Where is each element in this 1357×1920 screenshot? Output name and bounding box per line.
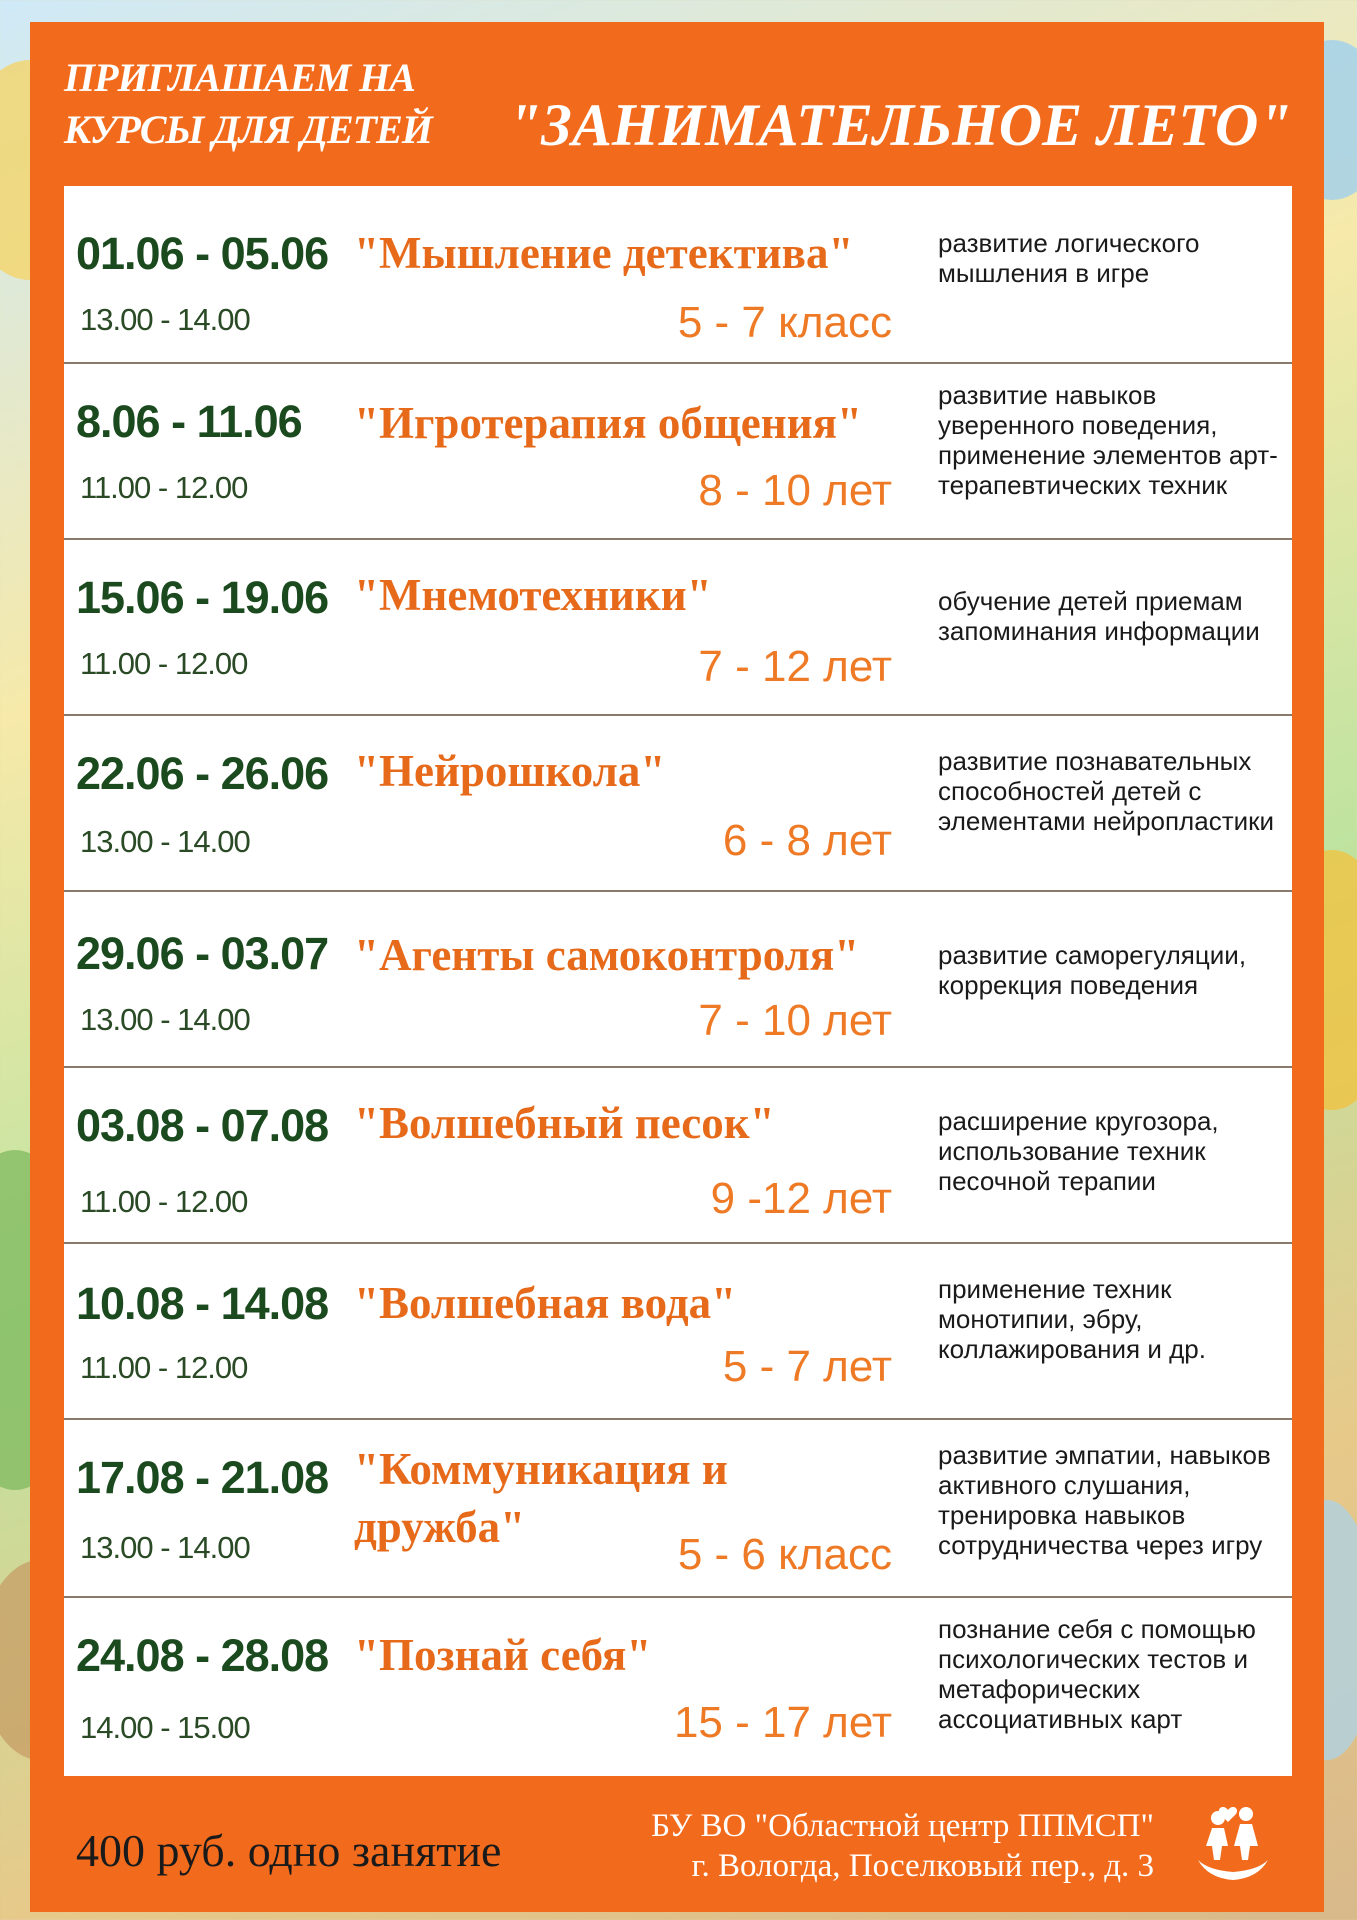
course-age: 7 - 12 лет: [698, 642, 892, 691]
course-time: 14.00 - 15.00: [80, 1710, 250, 1745]
course-age: 6 - 8 лет: [722, 816, 892, 865]
course-name: "Волшебная вода": [354, 1278, 737, 1328]
course-row: [64, 1420, 1292, 1598]
course-age: 8 - 10 лет: [698, 466, 892, 515]
course-description: расширение кругозора, использование техник песочной терапии: [938, 1106, 1219, 1196]
course-row: [64, 1068, 1292, 1244]
course-row: [64, 186, 1292, 364]
course-time: 11.00 - 12.00: [80, 1350, 248, 1385]
course-description: применение техник монотипии, эбру, коллажирования и др.: [938, 1274, 1206, 1364]
course-dates: 17.08 - 21.08: [76, 1452, 329, 1503]
course-age: 7 - 10 лет: [698, 996, 892, 1045]
course-name: "Нейрошкола": [354, 746, 666, 796]
course-dates: 10.08 - 14.08: [76, 1278, 329, 1329]
course-time: 11.00 - 12.00: [80, 1184, 248, 1219]
course-description: развитие эмпатии, навыков активного слушания, тренировка навыков сотрудничества через игру: [938, 1440, 1271, 1560]
course-dates: 01.06 - 05.06: [76, 228, 329, 279]
course-name: "Мнемотехники": [354, 570, 712, 620]
course-age: 5 - 7 класс: [677, 298, 892, 347]
course-description: развитие познавательных способностей детей с элементами нейропластики: [938, 746, 1275, 836]
poster-frame: [30, 22, 1324, 1912]
course-age: 9 -12 лет: [710, 1174, 892, 1223]
course-row: [64, 1598, 1292, 1776]
course-dates: 24.08 - 28.08: [76, 1630, 329, 1681]
course-name: "Волшебный песок": [354, 1098, 775, 1148]
poster-title: "ЗАНИМАТЕЛЬНОЕ ЛЕТО": [508, 92, 1292, 158]
organization-name: БУ ВО "Областной центр ППМСП": [651, 1808, 1154, 1844]
course-time: 11.00 - 12.00: [80, 646, 248, 681]
course-name: "Мышление детектива": [354, 228, 854, 278]
course-age: 5 - 6 класс: [677, 1530, 892, 1579]
course-dates: 22.06 - 26.06: [76, 748, 329, 799]
family-hands-logo-icon: [1188, 1800, 1278, 1890]
course-time: 13.00 - 14.00: [80, 1002, 250, 1037]
course-description: развитие навыков уверенного поведения, применение элементов арт-терапевтических техник: [938, 380, 1278, 500]
course-row: [64, 540, 1292, 716]
course-dates: 03.08 - 07.08: [76, 1100, 329, 1151]
footer: [64, 1784, 1324, 1904]
course-dates: 29.06 - 03.07: [76, 928, 329, 979]
course-dates: 8.06 - 11.06: [76, 396, 302, 447]
course-time: 13.00 - 14.00: [80, 1530, 250, 1565]
course-row: [64, 1244, 1292, 1420]
course-age: 5 - 7 лет: [722, 1342, 892, 1391]
course-time: 13.00 - 14.00: [80, 302, 250, 337]
course-dates: 15.06 - 19.06: [76, 572, 329, 623]
price-label: 400 руб. одно занятие: [76, 1825, 502, 1876]
invite-text: [64, 52, 464, 156]
organization-street: г. Вологда, Поселковый пер., д. 3: [691, 1848, 1154, 1884]
course-row: [64, 364, 1292, 540]
course-name: "Агенты самоконтроля": [354, 930, 860, 980]
course-name: "Игротерапия общения": [354, 398, 862, 448]
invite-line-2: КУРСЫ ДЛЯ ДЕТЕЙ: [64, 107, 432, 152]
course-age: 15 - 17 лет: [673, 1698, 892, 1747]
course-time: 11.00 - 12.00: [80, 470, 248, 505]
course-schedule-table: [64, 186, 1292, 1776]
course-name: "Коммуникация и дружба": [354, 1444, 728, 1552]
course-time: 13.00 - 14.00: [80, 824, 250, 859]
course-row: [64, 716, 1292, 892]
course-name: "Познай себя": [354, 1630, 652, 1680]
course-description: развитие саморегуляции, коррекция поведения: [938, 940, 1247, 1000]
course-row: [64, 892, 1292, 1068]
organization-address: [514, 1806, 1154, 1886]
course-description: развитие логического мышления в игре: [938, 228, 1200, 288]
invite-line-1: ПРИГЛАШАЕМ НА: [64, 55, 415, 100]
course-description: обучение детей приемам запоминания информации: [938, 586, 1260, 646]
course-description: познание себя с помощью психологических тестов и метафорических ассоциативных карт: [938, 1614, 1256, 1734]
